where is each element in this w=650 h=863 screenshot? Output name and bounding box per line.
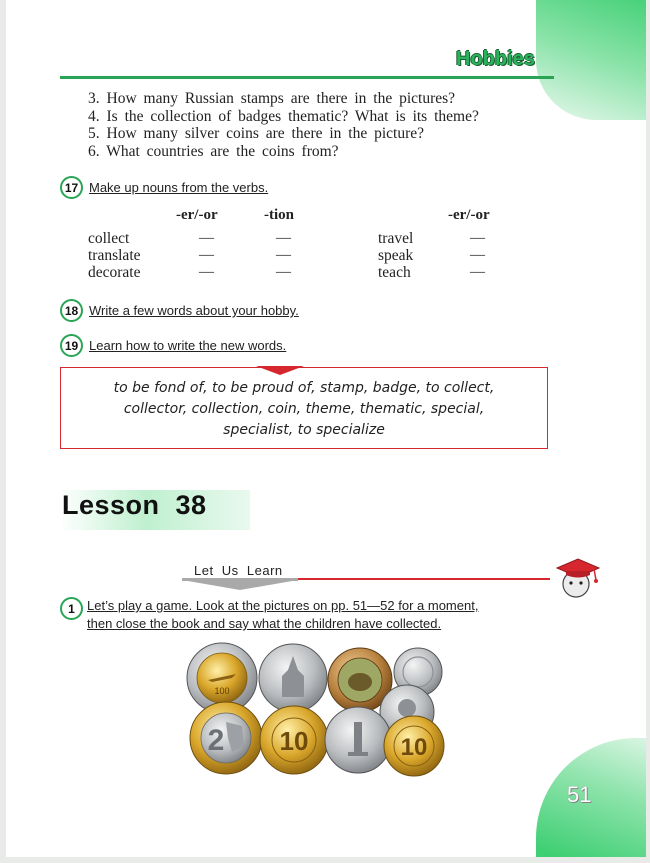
- vocabulary-line: collector, collection, coin, theme, thematic, special,: [123, 401, 485, 417]
- coin-monument-icon: [325, 707, 391, 773]
- question-list: [88, 90, 479, 160]
- corner-decoration-top: [536, 0, 646, 120]
- graduate-mascot-icon: [554, 556, 602, 602]
- task-instruction: Make up nouns from the verbs.: [89, 180, 269, 195]
- blank-dash: —: [199, 230, 214, 246]
- task-number-badge: 17: [60, 176, 83, 199]
- question-5: 5. How many silver coins are there in the picture?: [88, 125, 425, 142]
- blank-dash: —: [276, 247, 291, 263]
- question-6: 6. What countries are the coins from?: [88, 142, 339, 160]
- blank-dash: —: [199, 264, 214, 280]
- coin-label: 100: [214, 686, 230, 696]
- vocabulary-line: specialist, to specialize: [223, 422, 385, 438]
- vocabulary-line: to be fond of, to be proud of, stamp, badge, to collect,: [113, 380, 495, 396]
- textbook-page: [6, 0, 646, 857]
- coin-gold-10-icon: [260, 706, 328, 774]
- blank-dash: —: [276, 264, 291, 280]
- coin-gold-10-icon: [384, 716, 444, 776]
- header-rule: [60, 76, 554, 79]
- blank-dash: —: [470, 247, 485, 263]
- coins-picture: [182, 642, 452, 778]
- page-number: 51: [567, 782, 592, 807]
- column-header-er-or-right: -er/-or: [448, 207, 490, 223]
- task-instruction: Write a few words about your hobby.: [89, 303, 299, 318]
- task-instruction-line: Let’s play a game. Look at the pictures on pp. 51—52 for a moment,: [87, 598, 479, 613]
- coin-silver-building-icon: [259, 644, 327, 712]
- blank-dash: —: [470, 264, 485, 280]
- blank-dash: —: [276, 230, 291, 246]
- column-header-tion: -tion: [264, 207, 294, 223]
- coin-label: 10: [400, 734, 428, 761]
- verb-travel: travel: [378, 230, 414, 247]
- verb-translate: translate: [88, 247, 141, 264]
- vocabulary-text: [60, 378, 548, 441]
- question-4: 4. Is the collection of badges thematic? What is its theme?: [88, 107, 479, 125]
- section-title: Hobbies: [456, 48, 535, 70]
- task-instruction-line: then close the book and say what the children have collected.: [87, 616, 442, 631]
- let-us-learn-rule: [298, 578, 550, 580]
- verb-decorate: decorate: [88, 264, 141, 281]
- coin-euro-icon: [190, 702, 262, 774]
- task-19: [60, 334, 286, 357]
- task-number-badge: 19: [60, 334, 83, 357]
- verb-speak: speak: [378, 247, 414, 264]
- verb-teach: teach: [378, 264, 411, 281]
- lesson-title: Lesson 38: [62, 490, 207, 520]
- lesson-task-1: [60, 597, 478, 633]
- task-number-badge: 1: [60, 597, 83, 620]
- coin-label: 2: [207, 724, 225, 757]
- coin-label: 10: [279, 726, 309, 756]
- task-18: [60, 299, 299, 322]
- task-17: [60, 176, 268, 199]
- let-us-learn-pointer: [182, 580, 298, 590]
- question-3: 3. How many Russian stamps are there in the pictures?: [88, 90, 456, 107]
- task-number-badge: 18: [60, 299, 83, 322]
- let-us-learn-label: Let Us Learn: [194, 563, 283, 578]
- column-header-er-or: -er/-or: [176, 207, 218, 223]
- vocabulary-box-pointer: [256, 366, 304, 375]
- blank-dash: —: [199, 247, 214, 263]
- blank-dash: —: [470, 230, 485, 246]
- task-instruction: Learn how to write the new words.: [89, 338, 287, 353]
- verb-collect: collect: [88, 230, 130, 247]
